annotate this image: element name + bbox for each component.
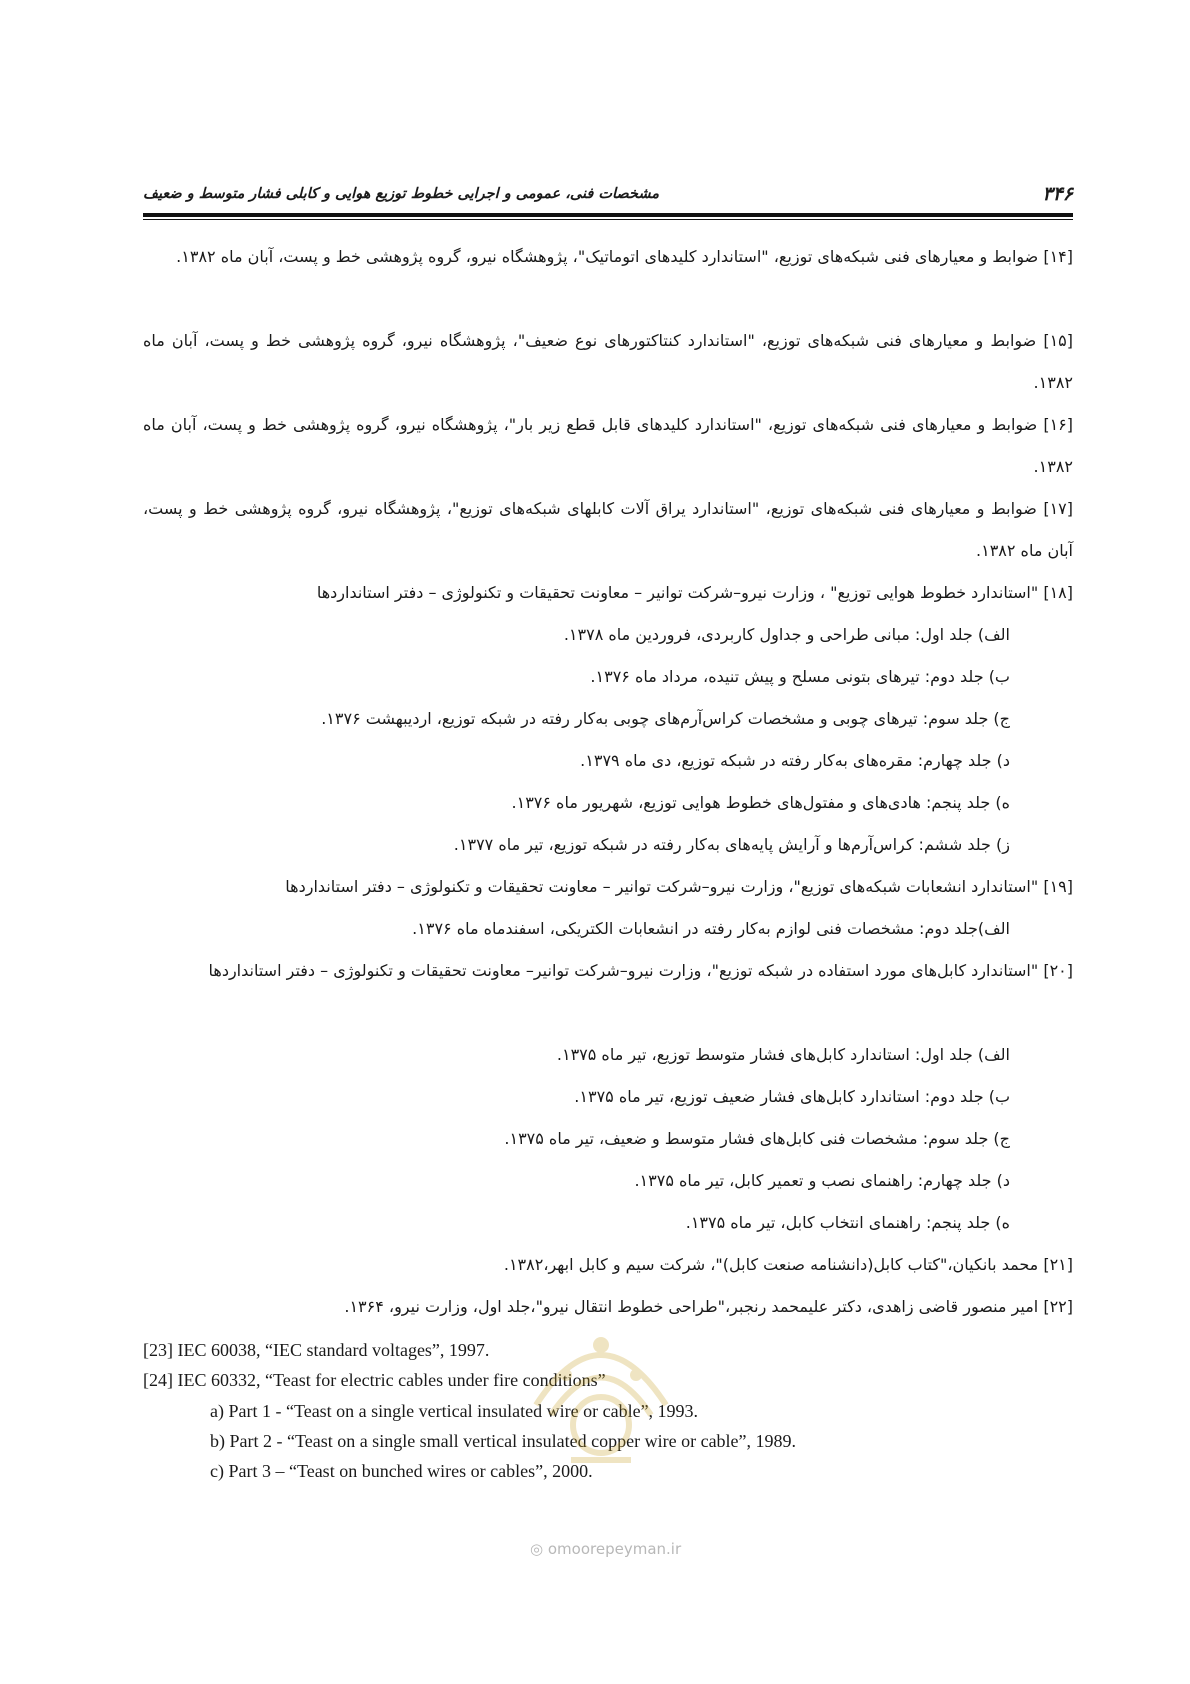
running-header xyxy=(143,183,1073,213)
watermark-site-text: omoorepeyman.ir xyxy=(547,1540,682,1558)
reference-19: [۱۹] "استاندارد انشعابات شبکه‌های توزیع"، وزارت نیرو–شرکت توانیر – معاونت تحقیقات و تکنولوژی – دفتر استانداردها xyxy=(285,877,1073,896)
reference-18-item: ج) جلد سوم: تیرهای چوبی و مشخصات کراس‌آرم‌های چوبی به‌کار رفته در شبکه توزیع، اردیبهشت ۱۳۷۶. xyxy=(321,709,1010,728)
watermark-site xyxy=(530,1540,681,1558)
reference-24-item: c) Part 3 – “Teast on bunched wires or cables”, 2000. xyxy=(210,1461,593,1481)
watermark-globe-icon: ◎ xyxy=(530,1540,544,1558)
reference-18-item: ه) جلد پنجم: هادی‌های و مفتول‌های خطوط هوایی توزیع، شهریور ماه ۱۳۷۶. xyxy=(511,793,1010,812)
reference-20-item: الف) جلد اول: استاندارد کابل‌های فشار متوسط توزیع، تیر ماه ۱۳۷۵. xyxy=(556,1045,1010,1064)
reference-18-item: الف) جلد اول: مبانی طراحی و جداول کاربردی، فروردین ماه ۱۳۷۸. xyxy=(563,625,1010,644)
reference-18: [۱۸] "استاندارد خطوط هوایی توزیع" ، وزارت نیرو–شرکت توانیر – معاونت تحقیقات و تکنولوژی – دفتر استانداردها xyxy=(316,583,1073,602)
reference-20: [۲۰] "استاندارد کابل‌های مورد استفاده در شبکه توزیع"، وزارت نیرو–شرکت توانیر– معاونت تحقیقات و تکنولوژی – دفتر استانداردها xyxy=(208,961,1073,980)
reference-17: [۱۷] ضوابط و معیارهای فنی شبکه‌های توزیع، "استاندارد یراق آلات کابلهای شبکه‌های توزیع"، پژوهشگاه نیرو، گروه پژوهشی خط و پست، آبان ماه ۱۳۸۲. xyxy=(143,499,1073,560)
watermark-logo xyxy=(506,1285,696,1485)
header-title: مشخصات فنی، عمومی و اجرایی خطوط توزیع هوایی و کابلی فشار متوسط و ضعیف xyxy=(143,186,660,202)
reference-18-item: ز) جلد ششم: کراس‌آرم‌ها و آرایش پایه‌های به‌کار رفته در شبکه توزیع، تیر ماه ۱۳۷۷. xyxy=(453,835,1010,854)
reference-24-item: b) Part 2 - “Teast on a single small vertical insulated copper wire or cable”, 1989. xyxy=(210,1431,797,1451)
reference-18-item: ب) جلد دوم: تیرهای بتونی مسلح و پیش تنیده، مرداد ماه ۱۳۷۶. xyxy=(590,667,1010,686)
reference-24-item: a) Part 1 - “Teast on a single vertical insulated wire or cable”, 1993. xyxy=(210,1401,699,1421)
reference-24: [24] IEC 60332, “Teast for electric cables under fire conditions” xyxy=(143,1370,606,1390)
reference-20-item: ج) جلد سوم: مشخصات فنی کابل‌های فشار متوسط و ضعیف، تیر ماه ۱۳۷۵. xyxy=(504,1129,1010,1148)
reference-20-item: د) جلد چهارم: راهنمای نصب و تعمیر کابل، تیر ماه ۱۳۷۵. xyxy=(634,1171,1010,1190)
reference-23: [23] IEC 60038, “IEC standard voltages”, 1997. xyxy=(143,1340,490,1360)
reference-19-item: الف)جلد دوم: مشخصات فنی لوازم به‌کار رفته در انشعابات الکتریکی، اسفندماه ماه ۱۳۷۶. xyxy=(412,919,1010,938)
reference-18-item: د) جلد چهارم: مقره‌های به‌کار رفته در شبکه توزیع، دی ماه ۱۳۷۹. xyxy=(580,751,1010,770)
reference-21: [۲۱] محمد بانکیان،"کتاب کابل(دانشنامه صنعت کابل)"، شرکت سیم و کابل ابهر،۱۳۸۲. xyxy=(503,1255,1073,1274)
reference-22: [۲۲] امیر منصور قاضی زاهدی، دکتر علیمحمد رنجبر،"طراحی خطوط انتقال نیرو"،جلد اول، وزارت نیرو، ۱۳۶۴. xyxy=(344,1297,1073,1316)
page-number: ۳۴۶ xyxy=(1042,183,1073,205)
header-rule-thin xyxy=(143,219,1073,220)
reference-15: [۱۵] ضوابط و معیارهای فنی شبکه‌های توزیع، "استاندارد کنتاکتورهای نوع ضعیف"، پژوهشگاه نیرو، گروه پژوهشی خط و پست، آبان ماه ۱۳۸۲. xyxy=(143,331,1073,392)
header-rule-thick xyxy=(143,213,1073,217)
reference-20-item: ب) جلد دوم: استاندارد کابل‌های فشار ضعیف توزیع، تیر ماه ۱۳۷۵. xyxy=(574,1087,1010,1106)
reference-16: [۱۶] ضوابط و معیارهای فنی شبکه‌های توزیع، "استاندارد کلیدهای قابل قطع زیر بار"، پژوهشگاه نیرو، گروه پژوهشی خط و پست، آبان ماه ۱۳۸۲. xyxy=(143,415,1073,476)
reference-20-item: ه) جلد پنجم: راهنمای انتخاب کابل، تیر ماه ۱۳۷۵. xyxy=(685,1213,1010,1232)
reference-14: [۱۴] ضوابط و معیارهای فنی شبکه‌های توزیع، "استاندارد کلیدهای اتوماتیک"، پژوهشگاه نیرو، گروه پژوهشی خط و پست، آبان ماه ۱۳۸۲. xyxy=(176,247,1073,266)
